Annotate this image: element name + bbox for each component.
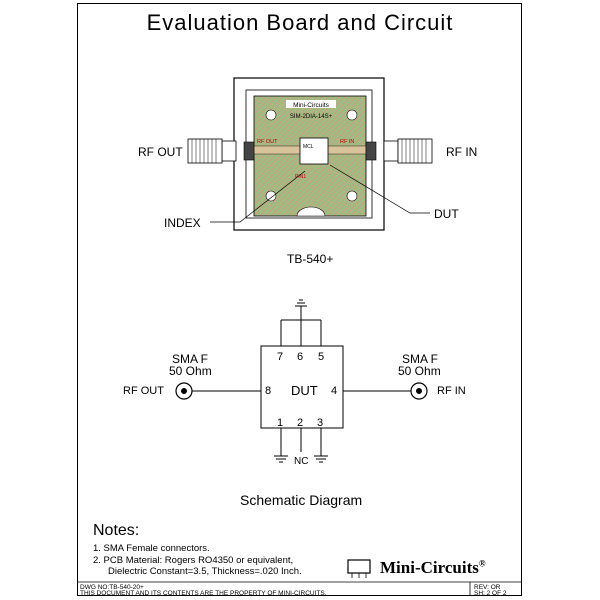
pin-8: 8 xyxy=(265,385,272,397)
dut-label: DUT xyxy=(434,207,459,221)
mounting-hole xyxy=(347,191,357,201)
pin-1: 1 xyxy=(277,417,284,429)
mini-circuits-logo xyxy=(380,558,486,578)
schematic-dut-label: DUT xyxy=(291,383,318,398)
pin-3: 3 xyxy=(317,417,324,429)
board-rf-in-label: RF IN xyxy=(446,145,478,159)
sheet-number: SH: 2 OF 2 xyxy=(474,590,507,597)
right-connector-impedance: 50 Ohm xyxy=(398,364,441,378)
pcb-mcl-text: MCL xyxy=(303,144,314,150)
note-1: 1. SMA Female connectors. xyxy=(93,543,210,554)
dut-chip xyxy=(300,138,328,164)
sma-left-flange xyxy=(222,141,236,161)
logo-chip-icon xyxy=(348,560,370,573)
pin-5: 5 xyxy=(318,351,325,363)
schematic-rf-out-label: RF OUT xyxy=(123,385,164,397)
mounting-hole xyxy=(347,110,357,120)
logo-mark: ® xyxy=(478,558,486,569)
sma-left-body xyxy=(188,139,222,163)
note-2-cont: Dielectric Constant=3.5, Thickness=.020 Inch. xyxy=(108,566,302,577)
pcb-part-number: SIM-2DIA-14S+ xyxy=(289,114,333,120)
schematic-rf-in-label: RF IN xyxy=(437,385,466,397)
property-disclaimer: THIS DOCUMENT AND ITS CONTENTS ARE THE PROPERTY OF MINI-CIRCUITS. xyxy=(80,590,327,597)
mounting-hole xyxy=(266,110,276,120)
right-connector-type: SMA F xyxy=(402,352,439,366)
notes-heading: Notes: xyxy=(93,522,140,539)
pcb-rfin-text: RF IN xyxy=(340,139,355,145)
sma-right-pin xyxy=(366,142,376,160)
board-rf-out-label: RF OUT xyxy=(138,145,183,159)
schematic xyxy=(176,300,427,462)
schematic-caption: Schematic Diagram xyxy=(240,492,363,508)
board-name: TB-540+ xyxy=(287,252,334,266)
pin-2: 2 xyxy=(297,417,304,429)
revision: REV: OR xyxy=(474,584,501,591)
note-2: 2. PCB Material: Rogers RO4350 or equivalent, xyxy=(93,555,294,566)
left-connector-type: SMA F xyxy=(172,352,209,366)
pin-7: 7 xyxy=(277,351,284,363)
sma-right-body xyxy=(398,139,432,163)
pcb-rfout-text: RF OUT xyxy=(257,139,278,145)
trace-right xyxy=(328,146,366,154)
pcb-logo-text: Mini-Circuits xyxy=(293,102,329,109)
evaluation-board xyxy=(188,78,432,230)
drawing-number: DWG NO:TB-540-20+ xyxy=(80,584,144,591)
nc-label: NC xyxy=(294,456,309,467)
page-title: Evaluation Board and Circuit xyxy=(146,10,454,35)
index-label: INDEX xyxy=(164,216,201,230)
sma-right-flange xyxy=(384,141,398,161)
logo-text: Mini-Circuits xyxy=(380,558,479,577)
mounting-hole xyxy=(266,191,276,201)
pin-6: 6 xyxy=(297,351,304,363)
trace-left xyxy=(254,146,302,154)
left-connector-impedance: 50 Ohm xyxy=(169,364,212,378)
sma-left-pin xyxy=(244,142,254,160)
pin-4: 4 xyxy=(331,385,338,397)
pcb-pin1-text: PIN1 xyxy=(295,174,307,180)
